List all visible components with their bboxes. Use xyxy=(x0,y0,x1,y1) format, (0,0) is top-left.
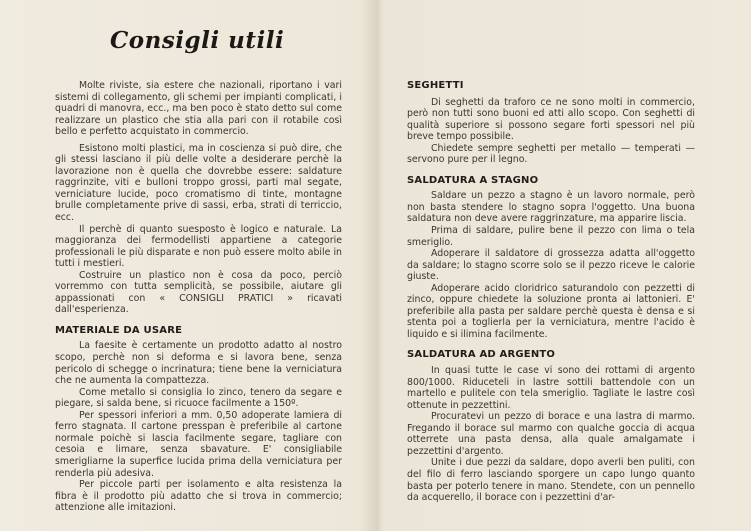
paragraph: Saldare un pezzo a stagno è un lavoro normale, però non basta stendere lo stagno sopra l'oggetto. Una buona saldatura non deve avere raggrinzature, ma apparire liscia. xyxy=(407,190,695,225)
paragraph: Procuratevi un pezzo di borace e una lastra di marmo. Fregando il borace sul marmo con qualche goccia di acqua otterrete una pasta densa, alla quale amalgamate i pezzettini d'argento. xyxy=(407,411,695,457)
paragraph: Per piccole parti per isolamento e alta resistenza la fibra è il prodotto più adatto che si trova in commercio; attenzione alle imitazioni. xyxy=(55,479,342,514)
right-column xyxy=(407,80,695,504)
paragraph: Adoperare acido cloridrico saturandolo con pezzetti di zinco, oppure chiedete la soluzione pronta ai lattonieri. E' preferibile alla pasta per saldare perchè questa è densa e si stenta poi a toglierla per la verniciatura, mentre l'acido è liquido e si ilimina facilmente. xyxy=(407,282,695,340)
section-heading-stagno: SALDATURA A STAGNO xyxy=(407,174,539,186)
paragraph: Per spessori inferiori a mm. 0,50 adoperate lamiera di ferro stagnata. Il cartone presspan è preferibile al cartone normale poichè si lascia facilmente segare, tagliare con cesoia e limare, senza sbavature. E' consigliabile smerigliarne la superfice lucida prima della verniciatura per renderla più adesiva. xyxy=(55,409,342,479)
paragraph: Molte riviste, sia estere che nazionali, riportano i vari sistemi di collegamento, gli schemi per impianti complicati, i quadri di manovra, ecc., ma ben poco è stato detto sul come realizzare un plastico che stia alla pari con il rotabile così bello e perfetto acquistato in commercio. xyxy=(55,80,342,138)
paragraph: Il perchè di quanto suesposto è logico e naturale. La maggioranza dei fermodellisti appartiene a categorie professionali le più disparate e non può essere molto abile in tutti i mestieri. xyxy=(55,223,342,270)
paragraph: Come metallo si consiglia lo zinco, tenero da segare e piegare, si salda bene, si ricuoce facilmente a 150º. xyxy=(55,386,342,410)
paragraph: Costruire un plastico non è cosa da poco, perciò vorremmo con tutta semplicità, se possibile, aiutare gli appassionati con « CONSIGLI PRATICI » ricavati dall'esperienza. xyxy=(55,269,342,316)
left-column xyxy=(55,80,342,514)
paragraph: In quasi tutte le case vi sono dei rottami di argento 800/1000. Riduceteli in lastre sottili battendole con un martello e pulitele con tela smeriglio. Tagliate le lastre così ottenute in pezzettini. xyxy=(407,365,695,411)
paragraph: Chiedete sempre seghetti per metallo — temperati — servono pure per il legno. xyxy=(407,142,695,166)
page-title: Consigli utili xyxy=(110,27,285,54)
section-heading-seghetti: SEGHETTI xyxy=(407,80,464,91)
paragraph: Di seghetti da traforo ce ne sono molti in commercio, però non tutti sono buoni ed atti allo scopo. Con seghetti di qualità superiore si possono segare forti spessori nel più breve tempo possibile. xyxy=(407,96,695,143)
paragraph: Unite i due pezzi da saldare, dopo averli ben puliti, con del filo di ferro lasciando sporgere un capo lungo quanto basta per poterlo tenere in mano. Stendete, con un pennello da acquerello, il borace con i pezzettini d'ar- xyxy=(407,457,695,504)
paragraph: Adoperare il saldatore di grossezza adatta all'oggetto da saldare; lo stagno scorre solo se il pezzo riceve le calorie giuste. xyxy=(407,248,695,283)
paragraph: Esistono molti plastici, ma in coscienza si può dire, che gli stessi lasciano il più delle volte a desiderare perchè la lavorazione non è quella che dovrebbe essere: saldature raggrinzite, viti e bulloni troppo grossi, parti mal segate, verniciature lucide, poco cromatismo di tinte, montagne brulle completamente prive di sassi, erba, strati di terriccio, ecc. xyxy=(55,142,342,224)
paragraph: La faesite è certamente un prodotto adatto al nostro scopo, perchè non si deforma e si lavora bene, senza pericolo di schegge o incrinatura; tiene bene la verniciatura che ne aumenta la compattezza. xyxy=(55,340,342,387)
section-heading-argento: SALDATURA AD ARGENTO xyxy=(407,349,556,361)
paragraph: Prima di saldare, pulire bene il pezzo con lima o tela smeriglio. xyxy=(407,225,695,248)
section-heading-materiale: MATERIALE DA USARE xyxy=(55,324,183,336)
